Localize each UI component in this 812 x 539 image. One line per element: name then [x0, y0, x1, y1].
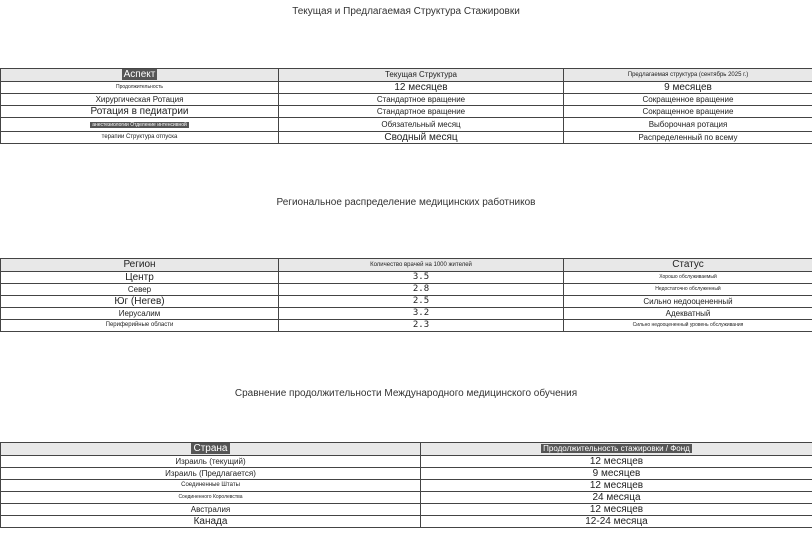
- table-cell: Стандартное вращение: [279, 106, 564, 118]
- table-cell: Стандартное вращение: [279, 94, 564, 106]
- table-cell: Недостаточно обслуженный: [564, 284, 812, 296]
- table-cell: Сокращенное вращение: [564, 106, 812, 118]
- table3-title: Сравнение продолжительности Международного медицинского обучения: [234, 388, 578, 399]
- table-row: [1, 296, 812, 308]
- table-cell: Соединенного Королевства: [1, 492, 421, 504]
- column-header-duration: Продолжительность стажировки / Фонд: [421, 443, 812, 456]
- regional-distribution-table: [0, 258, 812, 332]
- table-header-row: [1, 443, 812, 456]
- table-row: [1, 320, 812, 332]
- table-cell: Сводный месяц: [279, 132, 564, 144]
- table-cell: 2.5: [279, 296, 564, 308]
- table-cell: 9 месяцев: [421, 468, 812, 480]
- table-cell: Израиль (Предлагается): [1, 468, 421, 480]
- table-cell: Выборочная ротация: [564, 118, 812, 132]
- table-row: [1, 468, 812, 480]
- table-cell: Центр: [1, 272, 279, 284]
- column-header-status: Статус: [564, 259, 812, 272]
- table-cell: Сокращенное вращение: [564, 94, 812, 106]
- table-row: [1, 504, 812, 516]
- table-cell: Хорошо обслуживаемый: [564, 272, 812, 284]
- table-row: [1, 82, 812, 94]
- table-cell: Сильно недооцененный: [564, 296, 812, 308]
- table-cell: 9 месяцев: [564, 82, 812, 94]
- table-cell: Обязательный месяц: [279, 118, 564, 132]
- table-cell: Австралия: [1, 504, 421, 516]
- table-row: [1, 272, 812, 284]
- table-row: [1, 516, 812, 528]
- table-row: [1, 106, 812, 118]
- table-cell: 12 месяцев: [279, 82, 564, 94]
- column-header-region: Регион: [1, 259, 279, 272]
- table-cell: 2.3: [279, 320, 564, 332]
- table-header-row: [1, 69, 812, 82]
- column-header-proposed: Предлагаемая структура (сентябрь 2025 г.): [564, 69, 812, 82]
- table-cell: Соединенные Штаты: [1, 480, 421, 492]
- table-cell: Хирургическая Ротация: [1, 94, 279, 106]
- table-row: [1, 456, 812, 468]
- table-cell: Израиль (текущий): [1, 456, 421, 468]
- table-row: [1, 480, 812, 492]
- table-cell: 3.2: [279, 308, 564, 320]
- table-cell: Сильно недооцененный уровень обслуживания: [564, 320, 812, 332]
- column-header-doctors-per-1000: Количество врачей на 1000 жителей: [279, 259, 564, 272]
- table-cell: 24 месяца: [421, 492, 812, 504]
- table-row: [1, 94, 812, 106]
- table-cell: 12-24 месяца: [421, 516, 812, 528]
- table-cell: 12 месяцев: [421, 480, 812, 492]
- table-header-row: [1, 259, 812, 272]
- table-cell: 12 месяцев: [421, 504, 812, 516]
- table-row: [1, 492, 812, 504]
- table-cell: Распределенный по всему: [564, 132, 812, 144]
- column-header-aspect: Аспект: [1, 69, 279, 82]
- table-row: [1, 308, 812, 320]
- table-row: [1, 132, 812, 144]
- table-cell: 3.5: [279, 272, 564, 284]
- table-cell: терапии Структура отпуска: [1, 132, 279, 144]
- international-training-table: [0, 442, 812, 528]
- table2-title: Региональное распределение медицинских работников: [276, 197, 536, 208]
- table-cell: Ротация в педиатрии: [1, 106, 279, 118]
- column-header-country: Страна: [1, 443, 421, 456]
- table-cell: Адекватный: [564, 308, 812, 320]
- table-cell: Продолжительность: [1, 82, 279, 94]
- table-cell: анестезиологии Отделение интенсивной: [1, 118, 279, 132]
- internship-structure-table: [0, 68, 812, 144]
- table-cell: Юг (Негев): [1, 296, 279, 308]
- column-header-current: Текущая Структура: [279, 69, 564, 82]
- table-row: [1, 284, 812, 296]
- table1-title: Текущая и Предлагаемая Структура Стажировки: [292, 6, 520, 17]
- table-cell: 2.8: [279, 284, 564, 296]
- table-cell: 12 месяцев: [421, 456, 812, 468]
- table-cell: Север: [1, 284, 279, 296]
- table-cell: Периферийные области: [1, 320, 279, 332]
- table-cell: Иерусалим: [1, 308, 279, 320]
- table-row: [1, 118, 812, 132]
- table-cell: Канада: [1, 516, 421, 528]
